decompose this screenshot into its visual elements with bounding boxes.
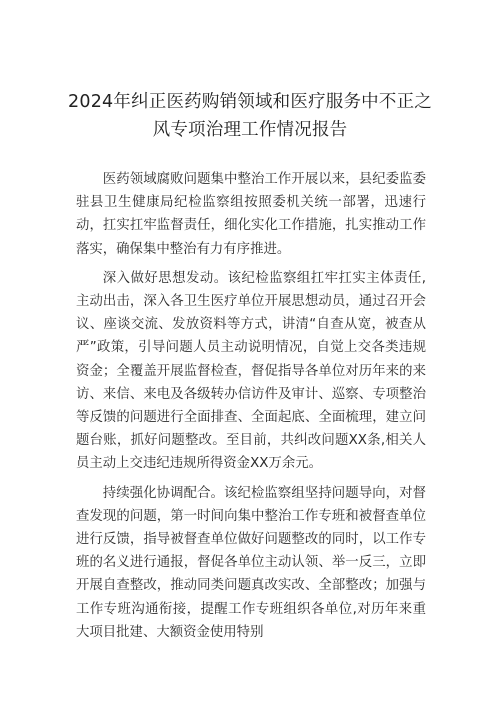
document-title: 2024年纠正医药购销领域和医疗服务中不正之风专项治理工作情况报告 — [68, 92, 432, 140]
document-body — [76, 168, 426, 644]
paragraph-coordination: 持续强化协调配合。该纪检监察组坚持问题导向，对督查发现的问题，第一时间向集中整治工作专班和被督查单位进行反馈，指导被督查单位做好问题整改的同时，以工作专班的名义进行通报，督促各单位主动认领、举一反三，立即开展自查整改，推动同类问题真改实改、全部整改；加强与工作专班沟通衔接，提醒工作专班组织各单位,对历年来重大项目批建、大额资金使用特别 — [76, 485, 426, 640]
paragraph-intro: 医药领域腐败问题集中整治工作开展以来，县纪委监委驻县卫生健康局纪检监察组按照委机关统一部署，迅速行动，扛实扛牢监督责任，细化实化工作措施，扎实推动工作落实，确保集中整治有力有序推进。 — [76, 172, 426, 257]
paragraph-ideology-mobilization: 深入做好思想发动。该纪检监察组扛牢扛实主体责任,主动出击，深入各卫生医疗单位开展思想动员，通过召开会议、座谈交流、发放资料等方式，讲清“自查从宽，被查从严”政策，引导问题人员主动说明情况，自觉上交各类违规资金；全覆盖开展监督检查，督促指导各单位对历年来的来访、来信、来电及各级转办信访件及审计、巡察、专项整治等反馈的问题进行全面排查、全面起底、全面梳理，建立问题台账，抓好问题整改。至目前，共纠改问题XX条,相关人员主动上交违纪违规所得资金XX万余元。 — [76, 270, 426, 472]
